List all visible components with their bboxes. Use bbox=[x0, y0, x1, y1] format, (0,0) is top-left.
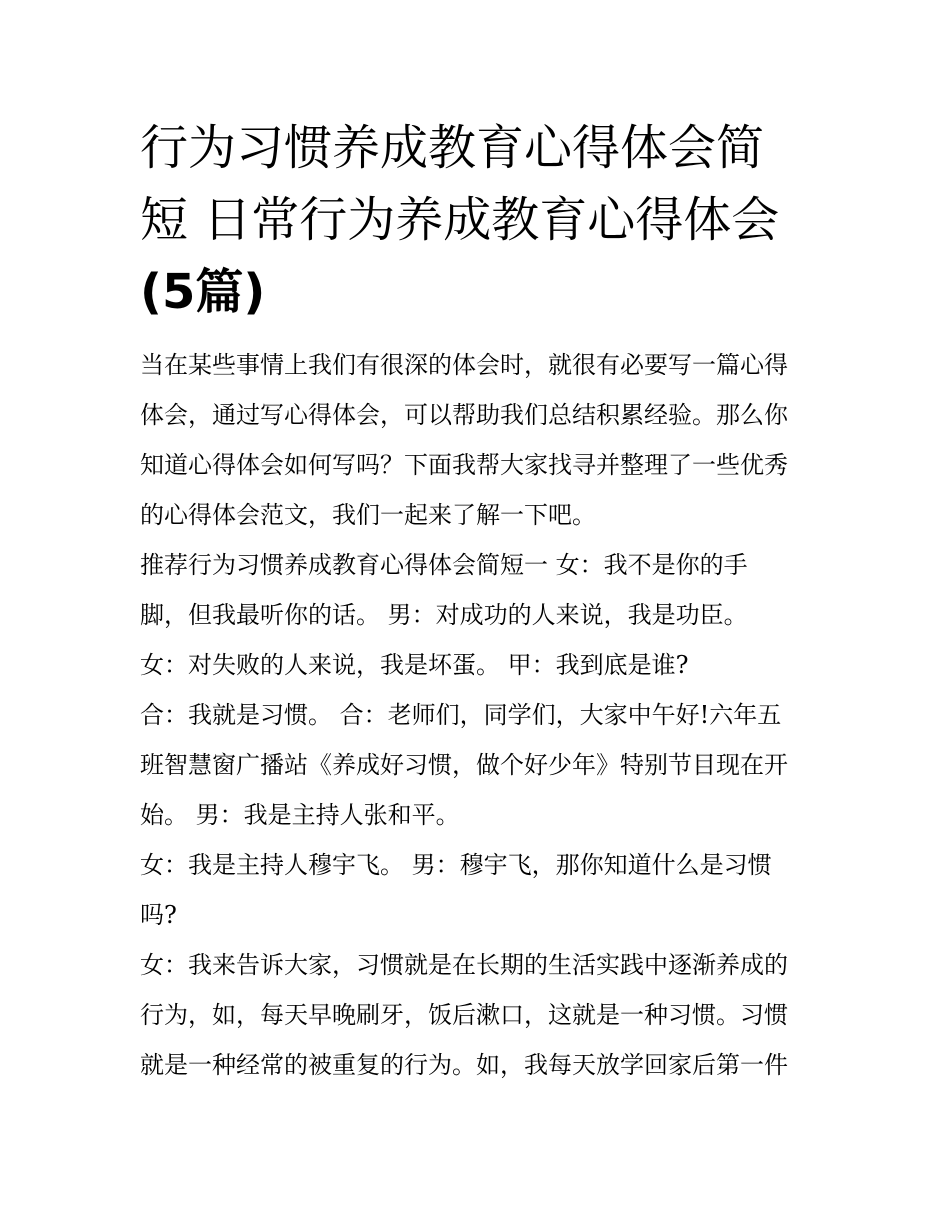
intro-paragraph bbox=[140, 340, 820, 540]
document-page bbox=[140, 112, 820, 1090]
text-line: 当在某些事情上我们有很深的体会时，就很有必要写一篇心得 bbox=[140, 351, 788, 379]
text-line: 推荐行为习惯养成教育心得体会简短一 女：我不是你的手 bbox=[140, 551, 748, 579]
body-paragraph bbox=[140, 840, 820, 940]
text-line: 知道心得体会如何写吗？下面我帮大家找寻并整理了一些优秀 bbox=[140, 451, 788, 479]
text-line: 脚，但我最听你的话。 男：对成功的人来说，我是功臣。 bbox=[140, 601, 748, 629]
document-title bbox=[140, 112, 820, 328]
text-line: 的心得体会范文，我们一起来了解一下吧。 bbox=[140, 501, 596, 529]
body-paragraph bbox=[140, 540, 820, 640]
title-line: 行为习惯养成教育心得体会简 bbox=[140, 120, 765, 176]
text-line: 女：我是主持人穆宇飞。 男：穆宇飞，那你知道什么是习惯 bbox=[140, 851, 772, 879]
text-line: 行为，如，每天早晚刷牙，饭后漱口，这就是一种习惯。习惯 bbox=[140, 1001, 788, 1029]
text-line: 体会，通过写心得体会，可以帮助我们总结积累经验。那么你 bbox=[140, 401, 788, 429]
text-line: 吗? bbox=[140, 901, 177, 929]
title-line: (5篇) bbox=[140, 264, 266, 320]
body-paragraph bbox=[140, 690, 820, 840]
body-paragraph bbox=[140, 940, 820, 1090]
title-line: 短 日常行为养成教育心得体会 bbox=[140, 192, 780, 248]
text-line: 女：我来告诉大家，习惯就是在长期的生活实践中逐渐养成的 bbox=[140, 951, 788, 979]
text-line: 班智慧窗广播站《养成好习惯，做个好少年》特别节目现在开 bbox=[140, 751, 788, 779]
text-line: 就是一种经常的被重复的行为。如，我每天放学回家后第一件 bbox=[140, 1051, 788, 1079]
text-line: 合：我就是习惯。 合：老师们，同学们，大家中午好!六年五 bbox=[140, 701, 782, 729]
body-paragraph bbox=[140, 640, 820, 690]
text-line: 女：对失败的人来说，我是坏蛋。 甲：我到底是谁? bbox=[140, 651, 689, 679]
text-line: 始。 男：我是主持人张和平。 bbox=[140, 801, 460, 829]
